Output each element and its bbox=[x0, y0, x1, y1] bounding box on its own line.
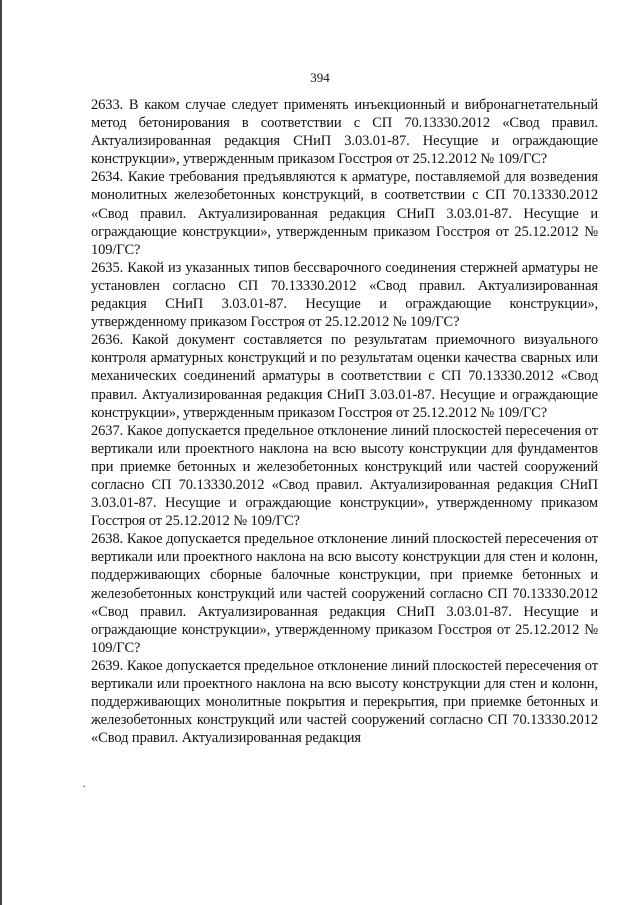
stray-mark: . bbox=[83, 779, 86, 790]
question-2633: 2633. В каком случае следует применять инъекционный и вибронагнетательный метод бетонирования в соответствии с СП 70.13330.2012 «Свод правил. Актуализированная редакция СНиП 3.03.01-87. Несущие и ограждающие конструкции», утвержденным приказом Госстроя от 25.12.2012 № 109/ГС? bbox=[91, 97, 598, 168]
scan-edge bbox=[0, 0, 2, 905]
question-2638: 2638. Какое допускается предельное отклонение линий плоскостей пересечения от вертикали или проектного наклона на всю высоту конструкции для стен и колонн, поддерживающих сборные балочные конструкции, при приемке бетонных и железобетонных конструкций или частей сооружений согласно СП 70.13330.2012 «Свод правил. Актуализированная редакция СНиП 3.03.01-87. Несущие и ограждающие конструкции», утвержденному приказом Госстроя от 25.12.2012 № 109/ГС? bbox=[91, 531, 598, 656]
question-2636: 2636. Какой документ составляется по результатам приемочного визуального контроля арматурных конструкций и по результатам оценки качества сварных или механических соединений арматуры в соответствии с СП 70.13330.2012 «Свод правил. Актуализированная редакция СНиП 3.03.01-87. Несущие и ограждающие конструкции», утвержденным приказом Госстроя от 25.12.2012 № 109/ГС? bbox=[91, 332, 598, 421]
page-number: 394 bbox=[310, 70, 330, 85]
question-2639: 2639. Какое допускается предельное отклонение линий плоскостей пересечения от вертикали или проектного наклона на всю высоту конструкции для стен и колонн, поддерживающих монолитные покрытия и перекрытия, при приемке бетонных и железобетонных конструкций или частей сооружений согласно СП 70.13330.2012 «Свод правил. Актуализированная редакция bbox=[91, 657, 598, 747]
question-2634: 2634. Какие требования предъявляются к арматуре, поставляемой для возведения монолитных железобетонных конструкций, в соответствии с СП 70.13330.2012 «Свод правил. Актуализированная редакция СНиП 3.03.01-87. Несущие и ограждающие конструкции», утвержденным приказом Госстроя от 25.12.2012 № 109/ГС? bbox=[91, 169, 598, 258]
question-2637: 2637. Какое допускается предельное отклонение линий плоскостей пересечения от вертикали или проектного наклона на всю высоту конструкции для фундаментов при приемке бетонных и железобетонных конструкций или частей сооружений согласно СП 70.13330.2012 «Свод правил. Актуализированная редакция СНиП 3.03.01-87. Несущие и ограждающие конструкции», утвержденному приказом Госстроя от 25.12.2012 № 109/ГС? bbox=[91, 422, 598, 530]
question-list bbox=[91, 96, 598, 747]
question-2635: 2635. Какой из указанных типов бессварочного соединения стержней арматуры не установлен согласно СП 70.13330.2012 «Свод правил. Актуализированная редакция СНиП 3.03.01-87. Несущие и ограждающие конструкции», утвержденному приказом Госстроя от 25.12.2012 № 109/ГС? bbox=[91, 259, 598, 331]
